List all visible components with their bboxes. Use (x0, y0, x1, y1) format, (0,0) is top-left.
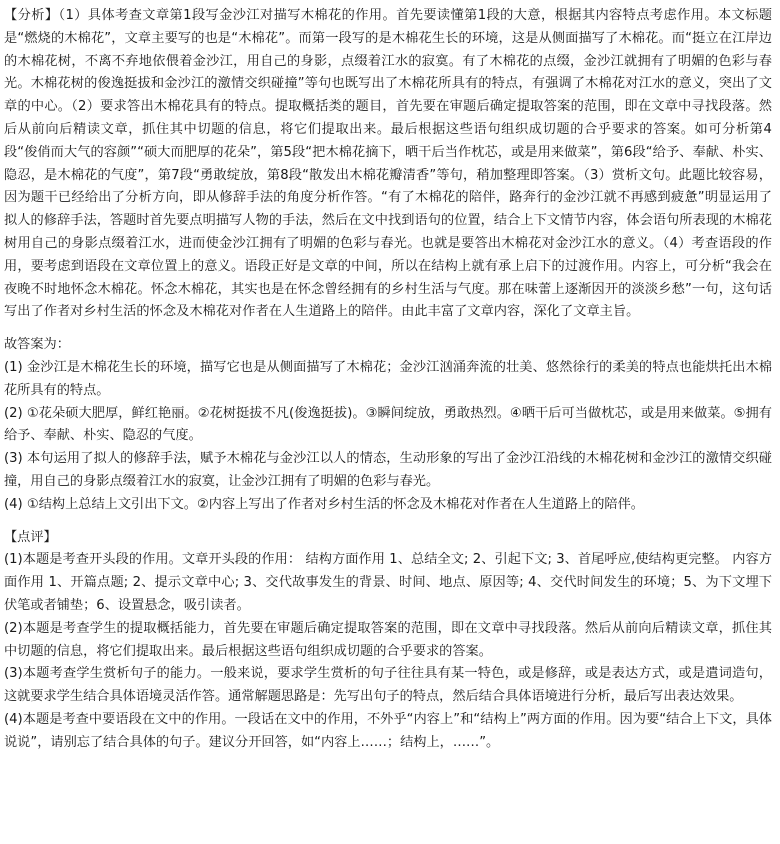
review-item-1: (1)本题是考查开头段的作用。文章开头段的作用： 结构方面作用 1、总结全文; 2、引起下文; 3、首尾呼应,使结构更完整。 内容方面作用 1、开篇点题; 2、提示文章中心; 3、交代故事发生的背景、时间、地点、原因等; 4、交代时间发生的环境；5、为下文埋下伏笔或者铺垫；6、设置悬念，吸引读者。 (4, 552, 772, 613)
answer-item-4: (4) ①结构上总结上文引出下文。②内容上写出了作者对乡村生活的怀念及木棉花对作者在人生道路上的陪伴。 (4, 496, 644, 512)
answers-section (4, 334, 772, 516)
review-section (4, 527, 772, 755)
answer-item-2: (2) ①花朵硕大肥厚，鲜红艳丽。②花树挺拔不凡(俊逸挺拔)。③瞬间绽放，勇敢热烈。④晒干后可当做枕芯，或是用来做菜。⑤拥有给予、奉献、朴实、隐忍的气度。 (4, 405, 772, 444)
review-item-2: (2)本题是考查学生的提取概括能力，首先要在审题后确定提取答案的范围，即在文章中寻找段落。然后从前向后精读文章，抓住其中切题的信息，将它们提取出来。最后根据这些语句组织成切题的合乎要求的答案。 (4, 620, 772, 659)
review-heading: 【点评】 (4, 529, 57, 545)
analysis-paragraph: 【分析】（1）具体考查文章第1段写金沙江对描写木棉花的作用。首先要读懂第1段的大意，根据其内容特点考虑作用。本文标题是“燃烧的木棉花”，文章主要写的也是“木棉花”。而第一段写的是木棉花生长的环境，这是从侧面描写了木棉花。而“挺立在江岸边的木棉花树，不离不弃地依偎着金沙江，用自己的身影，点缀着江水的寂寞。有了木棉花的点缀，金沙江就拥有了明媚的色彩与春光。木棉花树的俊逸挺拔和金沙江的激情交织碰撞”等句也既写出了木棉花所具有的特点，有强调了木棉花对江水的意义，突出了文章的中心。（2）要求答出木棉花具有的特点。提取概括类的题目，首先要在审题后确定提取答案的范围，即在文章中寻找段落。然后从前向后精读文章，抓住其中切题的信息，将它们提取出来。最后根据这些语句组织成切题的合乎要求的答案。如可分析第4段“俊俏而大气的容颜”“硕大而肥厚的花朵”，第5段“把木棉花摘下，晒干后当作枕芯，或是用来做菜”，第6段“给予、奉献、朴实、隐忍，是木棉花的气度”，第7段“勇敢绽放，第8段“散发出木棉花瓣清香”等句，稍加整理即答案。（3）赏析文句。此题比较容易，因为题干已经给出了分析方向，即从修辞手法的角度分析作答。“有了木棉花的陪伴，路奔行的金沙江就不再感到疲惫”明显运用了拟人的修辞手法，答题时首先要点明描写人物的手法，然后在文中找到语句的位置，结合上下文情节内容，体会语句所表现的木棉花树用自己的身影点缀着江水，进而使金沙江拥有了明媚的色彩与春光。也就是要答出木棉花对金沙江水的意义。（4）考查语段的作用，要考虑到语段在文章位置上的意义。语段正好是文章的中间，所以在结构上就有承上启下的过渡作用。内容上，可分析“我会在夜晚不时地怀念木棉花。怀念木棉花，其实也是在怀念曾经拥有的乡村生活与气度。那在味蕾上逐渐因开的淡淡乡愁”一句，这句话写出了作者对乡村生活的怀念及木棉花对作者在人生道路上的陪伴。由此丰富了文章内容，深化了文章主旨。 (4, 8, 772, 320)
review-item-4: (4)本题是考查中要语段在文中的作用。一段话在文中的作用，不外乎“内容上”和“结构上”两方面的作用。因为要“结合上下文，具体说说”，请别忘了结合具体的句子。建议分开回答，如“内容上……；结构上，……”。 (4, 711, 772, 750)
answer-item-1: (1) 金沙江是木棉花生长的环境，描写它也是从侧面描写了木棉花；金沙江汹涌奔流的壮美、悠然徐行的柔美的特点也能烘托出木棉花所具有的特点。 (4, 359, 772, 398)
answer-item-3: (3) 本句运用了拟人的修辞手法，赋予木棉花与金沙江以人的情态，生动形象的写出了金沙江沿线的木棉花树和金沙江的激情交织碰撞，用自己的身影点缀着江水的寂寞，让金沙江拥有了明媚的色彩与春光。 (4, 451, 772, 489)
review-item-3: (3)本题考查学生赏析句子的能力。一般来说，要求学生赏析的句子往往具有某一特色，或是修辞，或是表达方式，或是遣词造句，这就要求学生结合具体语境灵活作答。通常解题思路是：先写出句子的特点，然后结合具体语境进行分析，最后写出表达效果。 (4, 666, 772, 705)
answers-heading: 故答案为： (4, 337, 70, 353)
